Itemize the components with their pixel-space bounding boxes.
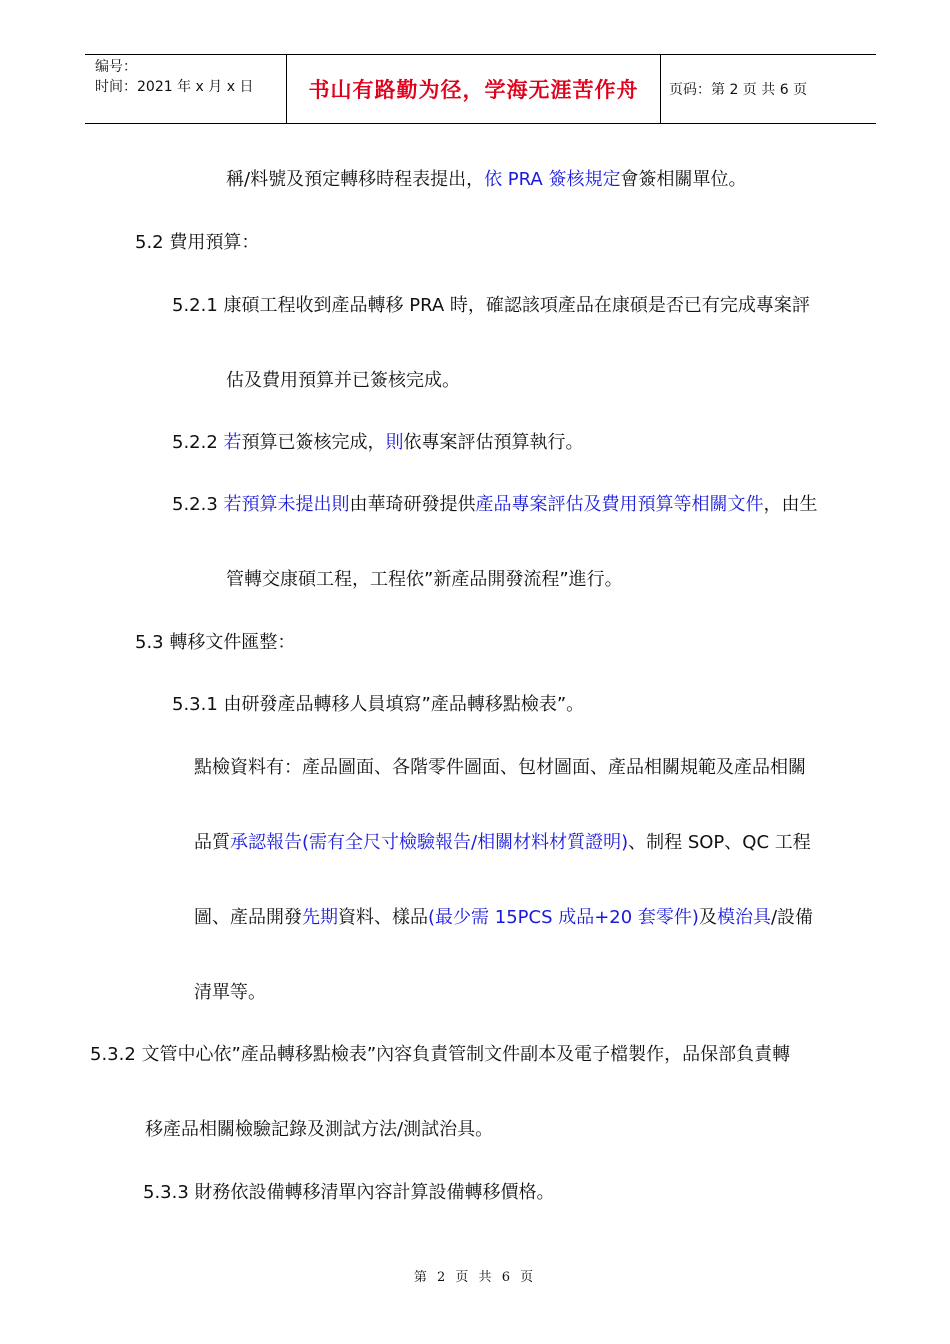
text-run: 及 — [698, 907, 717, 928]
document-number-label: 编号： — [95, 59, 137, 75]
header-divider — [660, 55, 661, 123]
checklist-items-line: 點檢資料有：產品圖面、各階零件圖面、包材圖面、產品相關規範及產品相關 — [194, 757, 806, 778]
clause-5-2-3-continued: 管轉交康碩工程，工程依”新產品開發流程”進行。 — [226, 569, 623, 590]
text-run: 預算已簽核完成， — [241, 432, 386, 453]
clause-5-2-1: 5.2.1 康碩工程收到產品轉移 PRA 時，確認該項產品在康碩是否已有完成專案評 — [172, 295, 810, 316]
text-run: /設備 — [770, 907, 814, 928]
text-run: 稱/料號及預定轉移時程表提出， — [226, 169, 485, 190]
page-header — [85, 54, 876, 124]
clause-5-2-1-continued: 估及費用預算并已簽核完成。 — [226, 370, 460, 391]
clause-5-2-3 — [172, 493, 818, 517]
text-run: 由華琦研發提供 — [349, 494, 476, 515]
highlight-text: 依 PRA 簽核規定 — [484, 169, 621, 190]
text-run: 圖、產品開發 — [194, 907, 302, 928]
clause-5-2-2 — [172, 431, 584, 455]
highlight-text: 模治具 — [716, 907, 771, 928]
highlight-text: 先期 — [302, 907, 338, 928]
text-run: 、制程 SOP、QC 工程 — [628, 832, 811, 853]
checklist-items-line: 清單等。 — [194, 982, 266, 1003]
paragraph-line — [226, 168, 746, 192]
header-page-info: 页码：第 2 页 共 6 页 — [669, 82, 808, 98]
text-run: 5.2.3 — [172, 494, 224, 515]
checklist-items-line — [194, 906, 813, 930]
section-heading-5-2: 5.2 費用預算： — [135, 232, 260, 253]
checklist-items-line — [194, 831, 811, 855]
clause-5-3-3: 5.3.3 財務依設備轉移清單內容計算設備轉移價格。 — [143, 1182, 555, 1203]
text-run: ，由生 — [763, 494, 818, 515]
highlight-text: (最少需 15PCS 成品+20 套零件) — [428, 907, 699, 928]
clause-5-3-2-continued: 移產品相關檢驗記錄及測試方法/測試治具。 — [145, 1119, 494, 1140]
highlight-text: 承認報告(需有全尺寸檢驗報告/相關材料材質證明) — [230, 832, 629, 853]
text-run: 5.2.2 — [172, 432, 224, 453]
text-run: 資料、樣品 — [338, 907, 428, 928]
text-run: 會簽相關單位。 — [620, 169, 747, 190]
text-run: 依專案評估預算執行。 — [403, 432, 584, 453]
text-run: 品質 — [194, 832, 230, 853]
highlight-text: 則 — [385, 432, 404, 453]
section-heading-5-3: 5.3 轉移文件匯整： — [135, 632, 296, 653]
highlight-text: 若 — [223, 432, 242, 453]
header-motto: 书山有路勤为径，学海无涯苦作舟 — [308, 78, 639, 102]
highlight-text: 產品專案評估及費用預算等相關文件 — [475, 494, 764, 515]
page-footer: 第 2 页 共 6 页 — [413, 1270, 537, 1285]
highlight-text: 若預算未提出則 — [223, 494, 350, 515]
clause-5-3-1: 5.3.1 由研發產品轉移人員填寫”產品轉移點檢表”。 — [172, 694, 585, 715]
document-time-label: 时间：2021 年 x 月 x 日 — [95, 79, 254, 95]
clause-5-3-2: 5.3.2 文管中心依”產品轉移點檢表”內容負責管制文件副本及電子檔製作，品保部負責轉 — [90, 1044, 791, 1065]
header-meta — [95, 57, 253, 97]
